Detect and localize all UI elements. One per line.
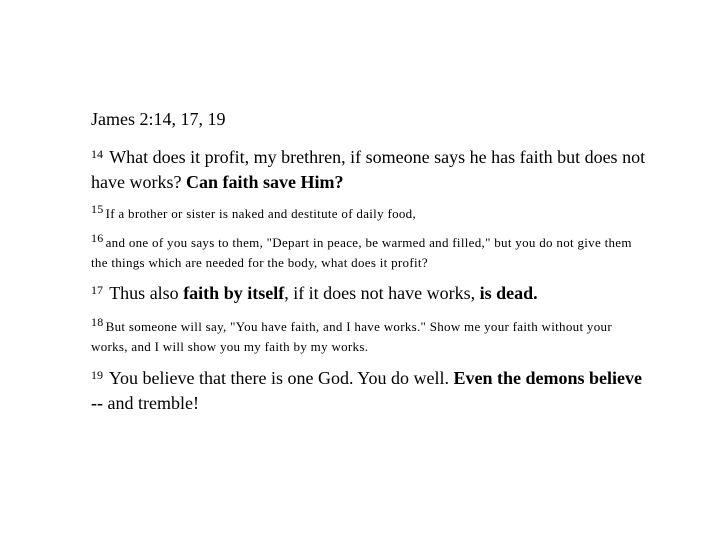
verse-text: But someone will say, "You have faith, and I have works." Show me your faith without your works, and I will show you my faith by my works. — [91, 319, 612, 354]
verse-text: You believe that there is one God. You do well. — [108, 368, 449, 388]
verse-number: 16 — [91, 231, 104, 245]
passage-heading: James 2:14, 17, 19 — [91, 109, 226, 129]
verse-16 — [91, 228, 651, 273]
verse-19 — [91, 363, 651, 416]
verse-18 — [91, 312, 651, 357]
verse-17 — [91, 278, 651, 306]
verse-text: Thus also — [109, 283, 179, 303]
verse-text: If a brother or sister is naked and destitute of daily food, — [105, 206, 417, 221]
verse-text: and one of you says to them, "Depart in peace, be warmed and filled," but you do not give them the things which are needed for the body, what does it profit? — [91, 235, 632, 270]
verse-text: What does it profit, my brethren, if someone says he has faith but does not have works? — [91, 147, 646, 192]
verse-number: 15 — [91, 202, 104, 216]
verse-emphasis: is dead. — [479, 283, 538, 303]
verse-emphasis: faith by itself — [183, 283, 285, 303]
verse-15 — [91, 199, 651, 224]
verse-text: , if it does not have works, — [284, 283, 476, 303]
verse-number: 18 — [91, 315, 104, 329]
verse-number: 19 — [91, 368, 103, 382]
verse-emphasis: Can faith save Him? — [185, 172, 344, 192]
verse-14 — [91, 142, 651, 195]
verse-emphasis: Even the demons believe -- — [91, 368, 642, 413]
verse-text: and tremble! — [107, 393, 199, 413]
verse-number: 17 — [91, 283, 103, 297]
verse-number: 14 — [91, 147, 103, 161]
